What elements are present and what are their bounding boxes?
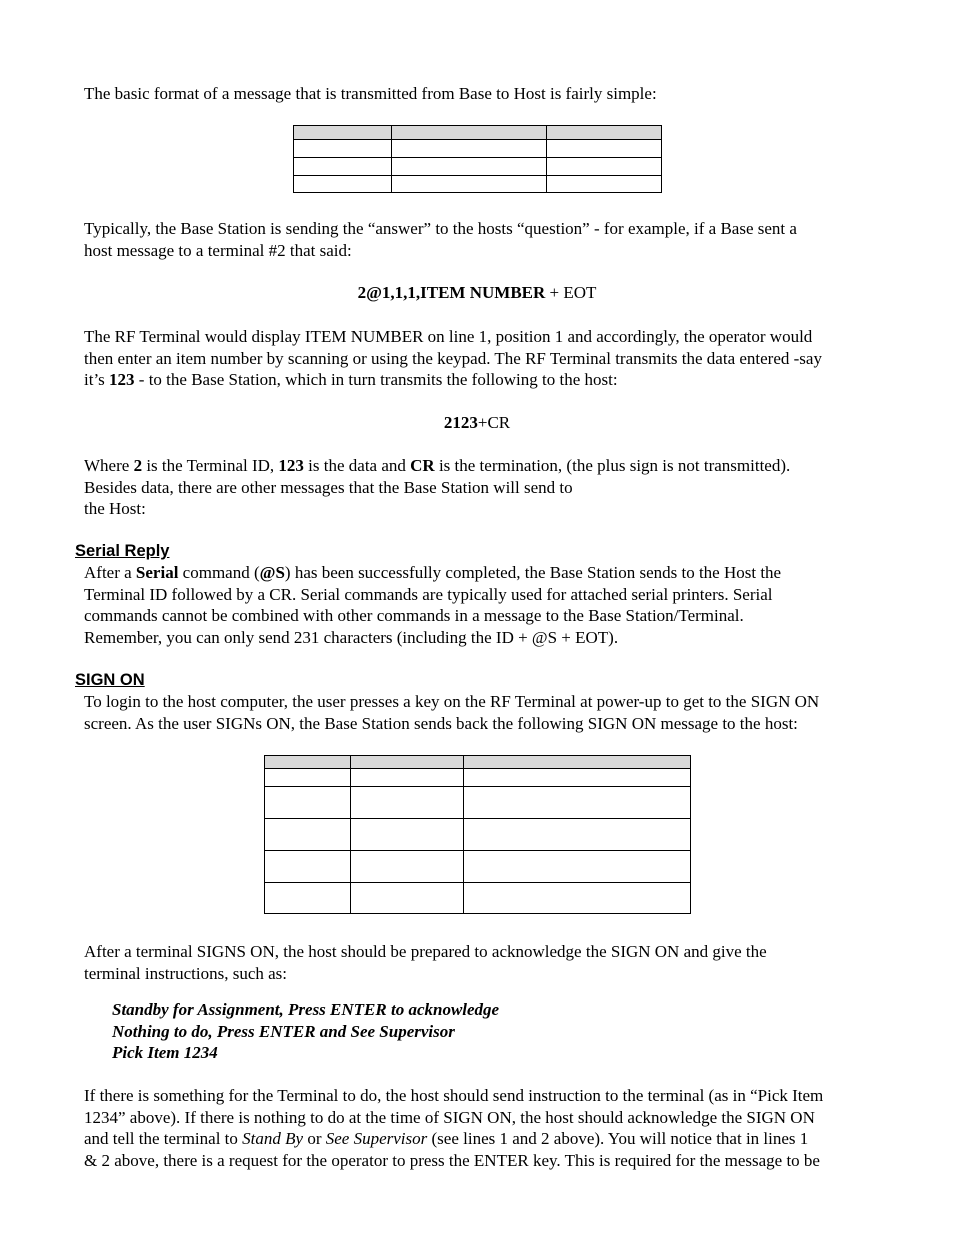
text-line [84, 369, 904, 391]
sign-on-heading: SIGN ON [75, 671, 145, 689]
text-run: command ( [178, 563, 260, 582]
message-format-table [293, 125, 662, 193]
table-row [265, 787, 691, 819]
typically-paragraph [84, 218, 904, 261]
table-row [265, 851, 691, 883]
text-line: If there is something for the Terminal to do, the host should send instruction to the terminal (as in “Pick Item [84, 1086, 824, 1105]
text-line [84, 1128, 904, 1150]
text-run: and tell the terminal to [84, 1129, 243, 1148]
instruction-line: Nothing to do, Press ENTER and See Supervisor [112, 1021, 455, 1041]
bold-run: 123 [109, 370, 135, 389]
example-bold: 2123 [443, 413, 478, 432]
table-row [265, 819, 691, 851]
text-line: Typically, the Base Station is sending the “answer” to the hosts “question” - for example, if a Base sent a [84, 219, 797, 238]
instruction-line: Standby for Assignment, Press ENTER to acknowledge [112, 1000, 500, 1019]
rf-terminal-paragraph [84, 326, 904, 391]
table-header-row [294, 126, 662, 140]
text-run: ) has been successfully completed, the Base Station sends to the Host the [284, 563, 782, 582]
example-bold: 2@1,1,1,ITEM NUMBER [357, 283, 546, 302]
text-line: Besides data, there are other messages that the Base Station will send to [84, 477, 573, 497]
text-line: then enter an item number by scanning or using the keypad. The RF Terminal transmits the data entered -say [84, 348, 822, 368]
table-row [294, 158, 662, 176]
text-run: is the Terminal ID, [142, 456, 279, 475]
example-rest: +CR [477, 413, 511, 432]
text-line: The RF Terminal would display ITEM NUMBER on line 1, position 1 and accordingly, the operator would [84, 327, 813, 346]
text-line [84, 562, 904, 584]
instruction-line: Pick Item 1234 [112, 1043, 218, 1062]
text-run: or [303, 1129, 326, 1148]
bold-run: @S [259, 563, 285, 582]
text-run: is the termination, (the plus sign is not transmitted). [434, 456, 791, 475]
intro-text: The basic format of a message that is transmitted from Base to Host is fairly simple: [84, 84, 657, 103]
sign-on-message-table [264, 755, 691, 914]
text-line: & 2 above, there is a request for the operator to press the ENTER key. This is required for the message to be [84, 1150, 820, 1170]
text-line: the Host: [84, 499, 146, 518]
serial-reply-paragraph [84, 562, 904, 648]
text-run: (see lines 1 and 2 above). You will notice that in lines 1 [427, 1129, 809, 1148]
text-run: - to the Base Station, which in turn transmits the following to the host: [134, 370, 618, 389]
text-line: Terminal ID followed by a CR. Serial commands are typically used for attached serial printers. Serial [84, 584, 773, 604]
table-row [294, 176, 662, 193]
text-run: After a [84, 563, 136, 582]
text-line: screen. As the user SIGNs ON, the Base Station sends back the following SIGN ON message to the host: [84, 713, 798, 733]
where-paragraph [84, 455, 904, 520]
text-line: 1234” above). If there is nothing to do at the time of SIGN ON, the host should acknowledge the SIGN ON [84, 1107, 815, 1127]
table-row [265, 769, 691, 787]
serial-reply-heading: Serial Reply [75, 542, 170, 560]
text-run: is the data and [303, 456, 411, 475]
text-line: To login to the host computer, the user presses a key on the RF Terminal at power-up to get to the SIGN ON [84, 692, 820, 711]
italic-run: Stand By [242, 1129, 304, 1148]
bold-run: Serial [135, 563, 179, 582]
sign-on-paragraph [84, 691, 904, 734]
bold-run: 123 [278, 456, 304, 475]
text-line [84, 455, 904, 477]
text-line: After a terminal SIGNS ON, the host should be prepared to acknowledge the SIGN ON and give the [84, 942, 767, 961]
text-line: Remember, you can only send 231 characters (including the ID + @S + EOT). [84, 627, 619, 647]
bold-run: 2 [133, 456, 143, 475]
example-host-message [0, 282, 954, 304]
example-rest: + EOT [545, 283, 597, 302]
text-run: Where [84, 456, 134, 475]
text-line: host message to a terminal #2 that said: [84, 240, 352, 260]
text-run: it’s [84, 370, 110, 389]
final-paragraph [84, 1085, 904, 1171]
table-row [265, 883, 691, 914]
italic-run: See Supervisor [325, 1129, 428, 1148]
example-transmit-message [0, 412, 954, 434]
text-line: terminal instructions, such as: [84, 963, 288, 983]
table-header-row [265, 756, 691, 769]
instruction-examples [112, 999, 499, 1064]
bold-run: CR [410, 456, 435, 475]
table-row [294, 140, 662, 158]
after-sign-on-paragraph [84, 941, 904, 984]
text-line: commands cannot be combined with other commands in a message to the Base Station/Terminal. [84, 606, 744, 625]
